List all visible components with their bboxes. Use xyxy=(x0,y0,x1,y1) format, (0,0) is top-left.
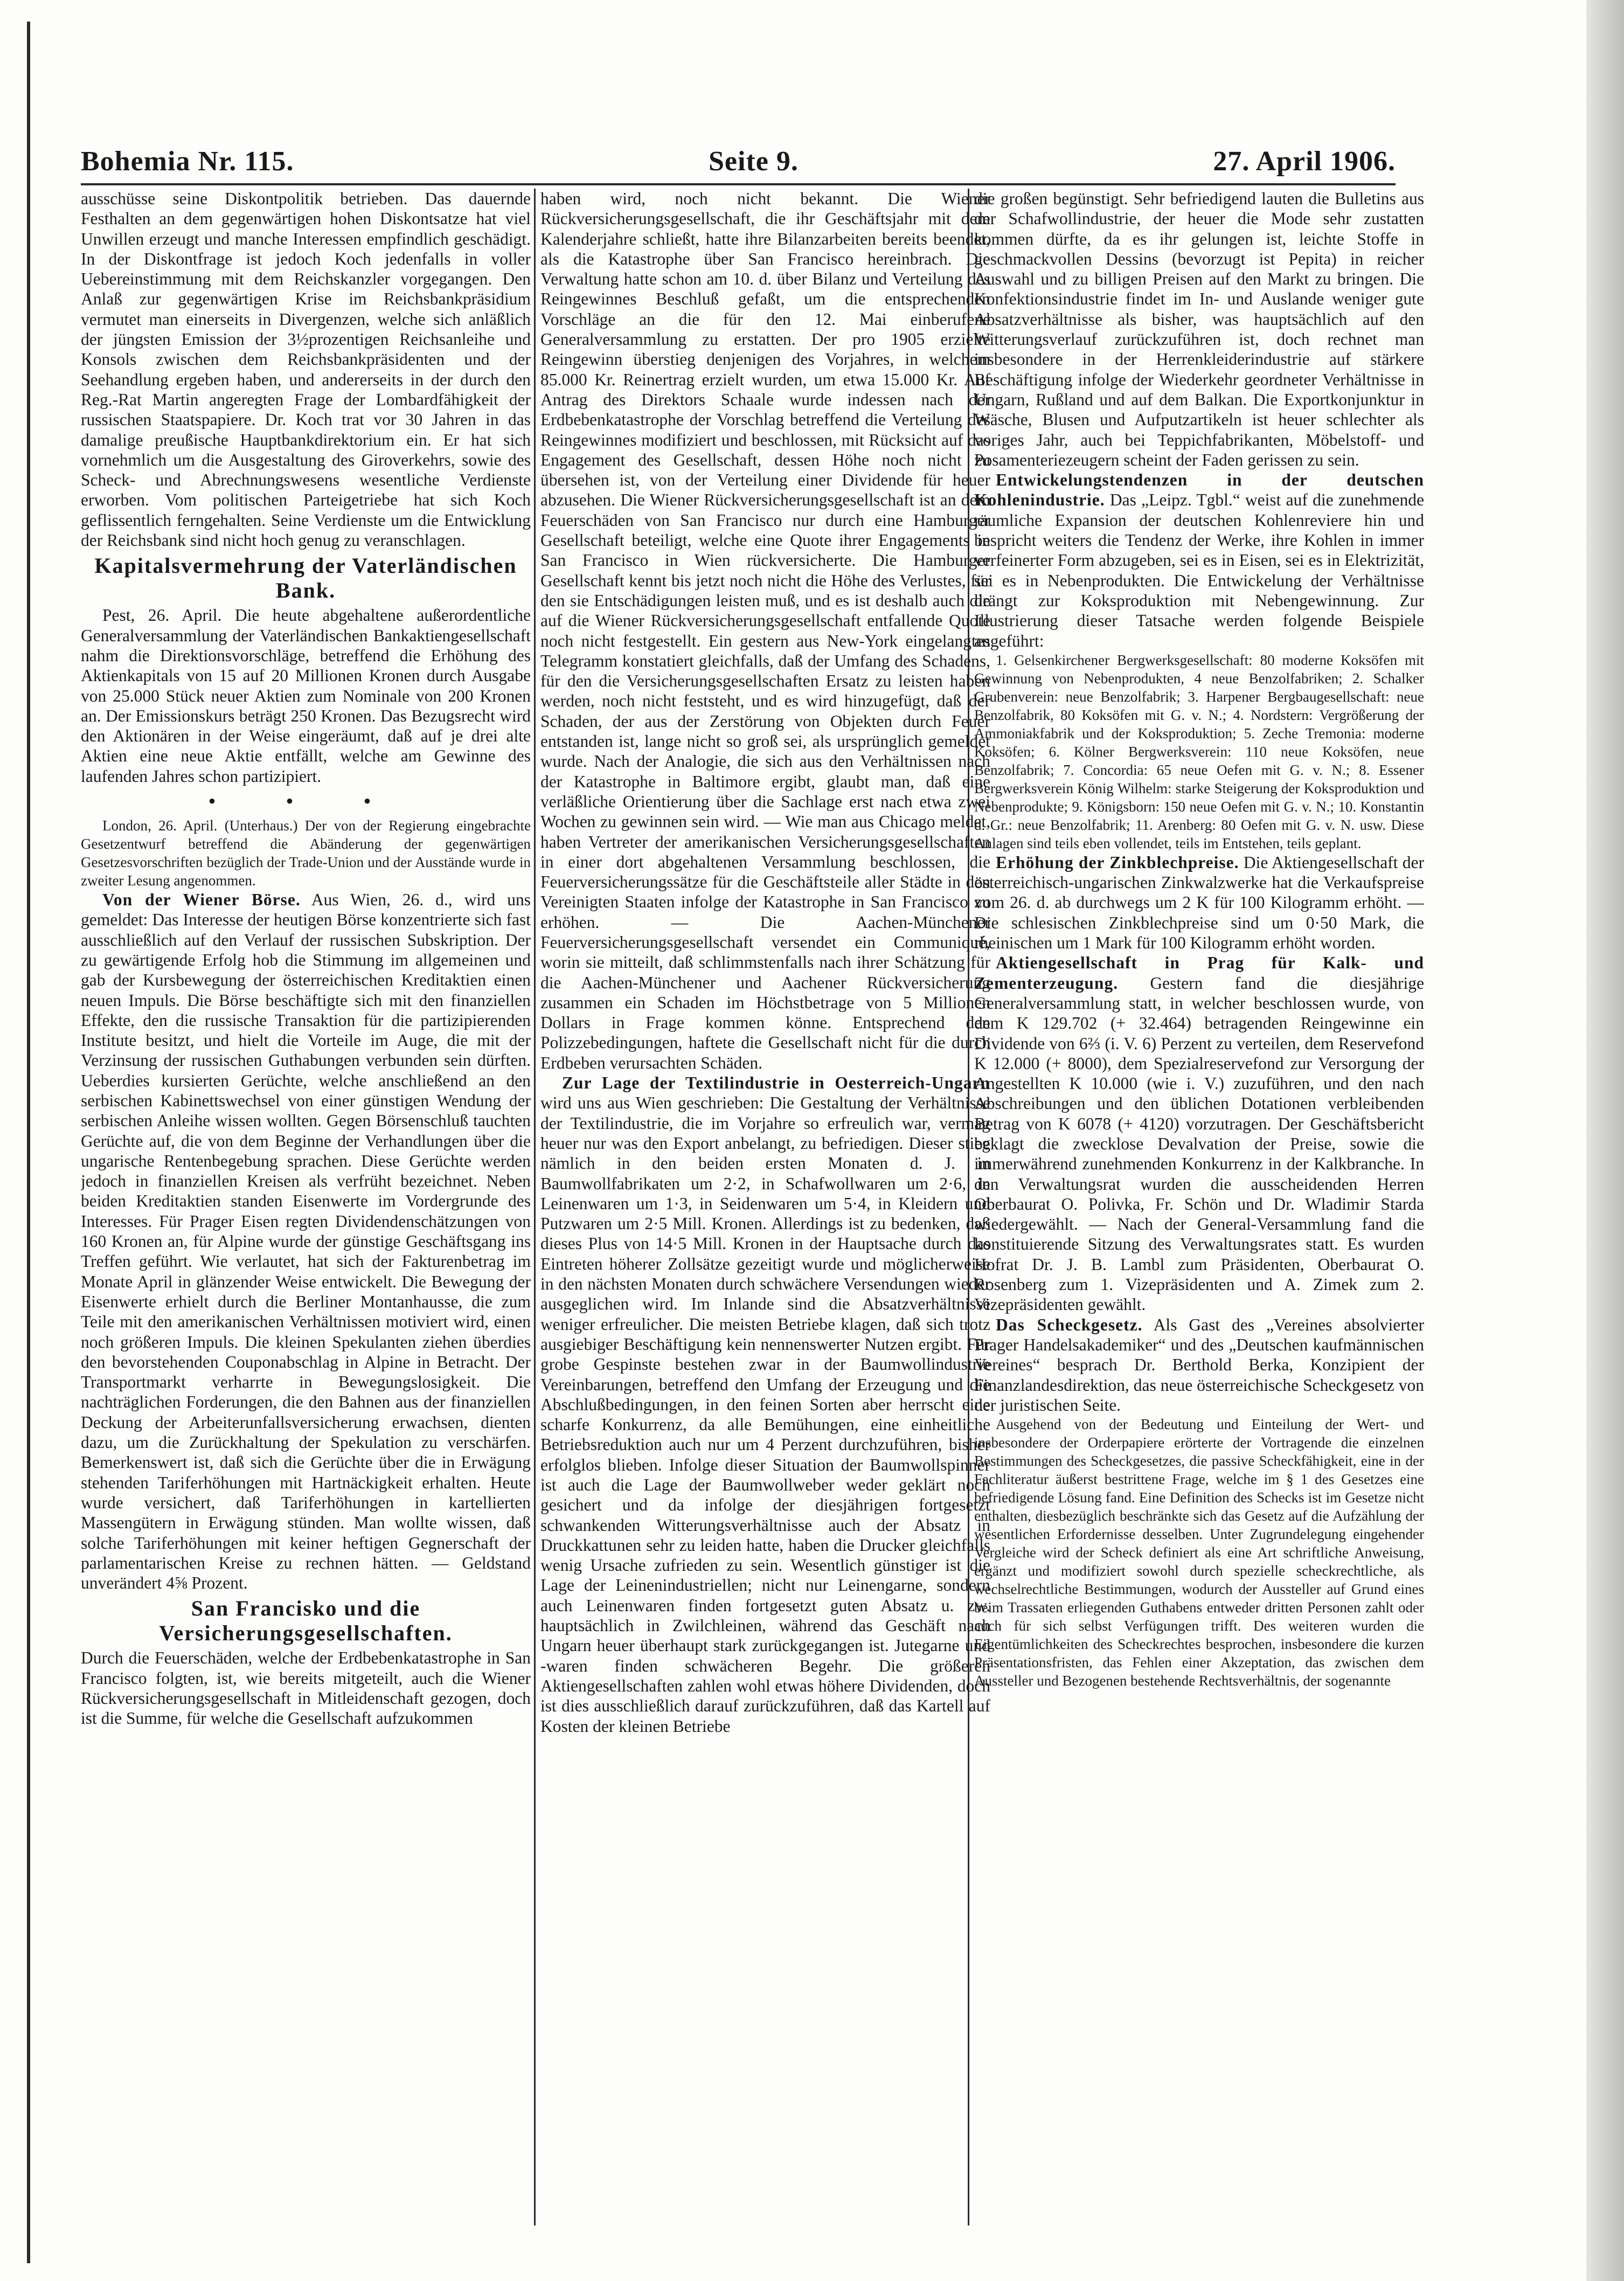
article-paragraph xyxy=(540,1073,990,1736)
publication-name: Bohemia Nr. 115. xyxy=(81,146,294,177)
article-paragraph xyxy=(974,852,1424,953)
article-paragraph xyxy=(974,470,1424,651)
article-heading: Kapitalsvermehrung der Vaterländischen Bank. xyxy=(94,553,517,603)
issue-date: 27. April 1906. xyxy=(1213,146,1396,177)
article-text: wird uns aus Wien geschrieben: Die Gestaltung der Verhältnisse der Textilindustrie, die im Vorjahre so erfreulich war, vermag heuer nur was den Export anbelangt, zu befriedigen. Dieser stieg nämlich in den beiden ersten Monaten d. J. in Baumwollfabrikaten um 2·2, in Schafwollwaren um 2·6, in Leinenwaren um 1·3, in Seidenwaren um 5·4, in Kleidern und Putzwaren um 2·5 Mill. Kronen. Allerdings ist zu bedenken, daß dieses Plus von 14·5 Mill. Kronen in der Hauptsache durch das Eintreten höherer Zollsätze gezeitigt wurde und möglicherweise in den nächsten Monaten durch schwächere Versendungen wieder ausgeglichen wird. Im Inlande sind die Absatzverhältnisse weniger erfreulicher. Die meisten Betriebe klagen, daß sich trotz ausgiebiger Beschäftigung kein nennenswerter Nutzen ergibt. Für grobe Gespinste bestehen zwar in der Baumwollindustrie Vereinbarungen, betreffend den Umfang der Erzeugung und die Abschlußbedingungen, in den feinen Sorten aber herrscht eine scharfe Konkurrenz, da alle Bemühungen, eine einheitliche Betriebsreduktion auch nur um 4 Perzent durchzuführen, bisher erfolglos blieben. Infolge dieser Situation der Baumwollspinner ist auch die Lage der Baumwollweber weder geklärt noch gesichert und da infolge der diesjährigen fortgesetzt schwankenden Witterungsverhältnisse auch der Absatz in Druckkattunen sehr zu leiden hatte, haben die Drucker gleichfalls wenig Ursache zufrieden zu sein. Wesentlich günstiger ist die Lage der Leinenindustriellen; nicht nur Leinengarne, sondern auch Leinenwaren finden fortgesetzt guten Absatz u. zw. hauptsächlich in Zwilchleinen, während das Geschäft nach Ungarn heuer überhaupt stark zurückgegangen ist. Jutegarne und -waren finden schwächeren Begehr. Die größeren Aktiengesellschaften zahlen wohl etwas höhere Dividenden, doch ist dies ausschließlich darauf zurückzuführen, daß das Kartell auf Kosten der kleinen Betriebe xyxy=(540,1093,990,1736)
run-in-heading: Erhöhung der Zinkblechpreise. xyxy=(996,852,1239,872)
article-text: Aus Wien, 26. d., wird uns gemeldet: Das Interesse der heutigen Börse konzentrierte sich fast ausschließlich auf den Verlauf der russischen Subskription. Der zu gewärtigende Erfolg hob die Stimmung im allgemeinen und gab der Kursbewegung der österreichischen Kreditaktien einen neuen Impuls. Die Börse beschäftigte sich mit den finanziellen Effekte, den die russische Transaktion für die partizipierenden Institute besitzt, und hielt die Vorteile im Auge, die mit der Verzinsung der russischen Guthabungen verbunden sein dürften. Ueberdies kursierten Gerüchte, welche anschließend an den serbischen Kabinettswechsel von einer günstigen Wendung der serbischen Anleihe wissen wollten. Gegen Börsenschluß tauchten Gerüchte auf, die von dem Beginne der Verhandlungen über die ungarische Rentenbegebung sprachen. Diese Gerüchte werden jedoch in finanziellen Kreisen als verfrüht bezeichnet. Neben beiden Kreditaktien standen Eisenwerte im Vordergrunde des Interesses. Für Prager Eisen regten Dividendenschätzungen von 160 Kronen an, für Alpine wurde der günstige Geschäftsgang ins Treffen geführt. Wie verlautet, hat sich der Fakturenbetrag im Monate April in glänzender Weise entwickelt. Die Bewegung der Eisenwerte erhielt durch die Berliner Montanhausse, die zum Teile mit den amerikanischen Verhältnissen motiviert wird, einen noch größeren Impuls. Die kleinen Spekulanten ziehen überdies den bevorstehenden Couponabschlag in Alpine in Betracht. Der Transportmarkt verharrte in Bewegungslosigkeit. Die nachträglichen Forderungen, die den Bahnen aus der finanziellen Deckung der Arbeiterunfallsversicherung erwachsen, dienten dazu, um die Zurückhaltung der Spekulation zu verschärfen. Bemerkenswert ist, daß sich die Gerüchte über die in Erwägung stehenden Tariferhöhungen mit Hartnäckigkeit erhalten. Heute wurde versichert, daß Tariferhöhungen in kartellierten Massengütern in Erwägung stünden. Man wollte wissen, daß solche Tariferhöhungen mit keiner heftigen Gegnerschaft der parlamentarischen Kreise zu rechnen hätten. — Geldstand unverändert 4⅝ Prozent. xyxy=(81,890,531,1593)
article-paragraph: haben wird, noch nicht bekannt. Die Wiener Rückversicherungsgesellschaft, die ihr Geschäftsjahr mit dem Kalenderjahre schließt, hatte ihre Bilanzarbeiten bereits beendet, als die Katastrophe über San Francisco hereinbrach. Die Verwaltung hatte schon am 10. d. über Bilanz und Verteilung des Reingewinnes Beschluß gefaßt, um die entsprechenden Vorschläge an die für den 12. Mai einberufene Generalversammlung zu erstatten. Der pro 1905 erzielte Reingewinn überstieg denjenigen des Vorjahres, in welchem 85.000 Kr. Reinertrag erzielt wurden, um etwa 15.000 Kr. Auf Antrag des Direktors Schaale wurde indessen nach der Erdbebenkatastrophe der Vorschlag betreffend die Verteilung des Reingewinnes modifiziert und beschlossen, mit Rücksicht auf das Engagement des Gesellschaft, dessen Höhe noch nicht zu übersehen ist, von der Verteilung einer Dividende für heuer abzusehen. Die Wiener Rückversicherungsgesellschaft ist an dem Feuerschäden von San Francisco nur durch eine Hamburger Gesellschaft beteiligt, welche eine Quote ihrer Engagements in San Francisco in Wien rückversicherte. Die Hamburger Gesellschaft kennt bis jetzt noch nicht die Höhe des Verlustes, für den sie Entschädigungen leisten muß, und es ist deshalb auch die auf die Wiener Rückversicherungsgesellschaft entfallende Quote noch nicht festgestellt. Ein gestern aus New-York eingelangtes Telegramm konstatiert gleichfalls, daß der Umfang des Schadens, für den die Versicherungsgesellschaften Ersatz zu leisten haben werden, noch nicht feststeht, und es wird hinzugefügt, daß der Schaden, der aus der Zerstörung von Objekten durch Feuer entstanden ist, lange nicht so groß sei, als ursprünglich gemeldet wurde. Nach der Analogie, die sich aus den Verhältnissen nach der Katastrophe in Baltimore ergibt, glaubt man, daß eine verläßliche Orientierung über die Sachlage erst nach etwa zwei Wochen zu gewinnen sein wird. — Wie man aus Chicago meldet, haben Vertreter der amerikanischen Versicherungsgesellschaften in einer dort abgehaltenen Versammlung beschlossen, die Feuerversicherungssätze für die Geschäftsteile aller Städte in den Vereinigten Staaten infolge der Katastrophe in San Francisco zu erhöhen. — Die Aachen-Münchener Feuerversicherungsgesellschaft versendet ein Communiqué, worin sie mitteilt, daß schlimmstenfalls nach ihrer Schätzung für die Aachen-Münchener und Aachener Rückversicherung zusammen ein Schaden im Höchstbetrage von 5 Millionen Dollars in Frage kommen könne. Entsprechend den Polizzebedingungen, haftete die Gesellschaft nicht für die durch Erdbeben verursachten Schäden. xyxy=(540,189,990,1072)
page-header xyxy=(81,145,1396,185)
run-in-heading: Zur Lage der Textilindustrie in Oesterreich-Ungarn xyxy=(562,1073,990,1093)
page-number: Seite 9. xyxy=(709,146,799,177)
page-edge xyxy=(1586,0,1624,2281)
article-paragraph xyxy=(81,890,531,1593)
run-in-heading: Entwickelungstendenzen in der deutschen Kohlenindustrie. xyxy=(974,470,1424,510)
article-paragraph: Durch die Feuerschäden, welche der Erdbebenkatastrophe in San Francisco folgten, ist, wie bereits mitgeteilt, auch die Wiener Rückversicherungsgesellschaft in Mitleidenschaft gezogen, doch ist die Summe, für welche die Gesellschaft aufzukommen xyxy=(81,1648,531,1728)
section-separator: • • • xyxy=(208,789,404,814)
run-in-heading: Von der Wiener Börse. xyxy=(102,890,301,910)
article-paragraph xyxy=(974,953,1424,1314)
article-paragraph: die großen begünstigt. Sehr befriedigend lauten die Bulletins aus der Schafwollindustrie, der heuer die Mode sehr zustatten kommen dürfte, da es ihr gelungen ist, leichte Stoffe in geschmackvollen Dessins (bevorzugt ist Pepita) in reicher Auswahl und zu billigen Preisen auf den Markt zu bringen. Die Konfektionsindustrie findet im In- und Auslande weniger gute Absatzverhältnisse als bisher, was hauptsächlich auf den Witterungsverlauf zurückzuführen ist, doch rechnet man insbesondere in der Herrenkleiderindustrie auf stärkere Beschäftigung infolge der Wiederkehr geordneter Verhältnisse in Ungarn, Rußland und auf dem Balkan. Die Exportkonjunktur in Wäsche, Blusen und Aufputzartikeln ist heuer schlechter als voriges Jahr, auch bei Teppichfabrikanten, Möbelstoff- und Posamenteriezeugern scheint der Faden gerissen zu sein. xyxy=(974,189,1424,469)
article-text: Die Aktiengesellschaft der österreichisch-ungarischen Zinkwalzwerke hat die Verkaufspreise vom 26. d. ab durchwegs um 2 K für 100 Kilogramm erhöht. — Die schlesischen Zinkblechpreise sind um 0·50 Mark, die rheinischen um 1 Mark für 100 Kilogramm erhöht worden. xyxy=(974,852,1424,953)
example-list: 1. Gelsenkirchener Bergwerksgesellschaft: 80 moderne Koksöfen mit Gewinnung von Nebenprodukten, 4 neue Benzolfabriken; 2. Schalker Grubenverein: neue Benzolfabrik; 3. Harpener Bergbaugesellschaft: neue Benzolfabrik, 80 Koksöfen mit G. v. N.; 4. Nordstern: Vergrößerung der Ammoniakfabrik und der Koksproduktion; 5. Zeche Tremonia: moderne Koksöfen; 6. Kölner Bergwerksverein: 110 neue Koksöfen, neue Benzolfabrik; 7. Concordia: 65 neue Oefen mit G. v. N.; 8. Essener Bergwerksverein König Wilhelm: starke Steigerung der Koksproduktion und Nebenprodukte; 9. Königsborn: 150 neue Oefen mit G. v. N.; 10. Konstantin d. Gr.: neue Benzolfabrik; 11. Arenberg: 80 Oefen mit G. v. N. usw. Diese Anlagen sind teils eben vollendet, teils im Entstehen, teils geplant. xyxy=(974,651,1424,851)
article-paragraph: ausschüsse seine Diskontpolitik betrieben. Das dauernde Festhalten an dem gegenwärtigen hohen Diskontsatze hat viel Unwillen erzeugt und manche Interessen empfindlich geschädigt. In der Diskontfrage ist jedoch Koch jedenfalls in voller Uebereinstimmung mit dem Reichskanzler vorgegangen. Den Anlaß zur gegenwärtigen Krise im Reichsbankpräsidium vermutet man einerseits in Divergenzen, welche sich anläßlich der jüngsten Emission der 3½prozentigen Reichsanleihe und Konsols zwischen dem Reichsbankpräsidenten und der Seehandlung ergeben haben, und andererseits in der durch den Reg.-Rat Martin angeregten Frage der Lombardfähigkeit der russischen Staatspapiere. Dr. Koch trat vor 30 Jahren in das damalige preußische Hauptbankdirektorium ein. Er hat sich vornehmlich um die Ausgestaltung des Giroverkehrs, sowie des Scheck- und Abrechnungswesens wesentliche Verdienste erworben. Vom politischen Parteigetriebe hat sich Koch geflissentlich ferngehalten. Seine Verdienste um die Entwicklung der Reichsbank sind nicht hoch genug zu veranschlagen. xyxy=(81,189,531,550)
run-in-heading: Das Scheckgesetz. xyxy=(996,1315,1143,1334)
article-paragraph: London, 26. April. (Unterhaus.) Der von der Regierung eingebrachte Gesetzentwurf betreffend die Abänderung der gegenwärtigen Gesetzesvorschriften bezüglich der Trade-Union und der Ausstände wurde in zweiter Lesung angenommen. xyxy=(81,817,531,889)
article-paragraph: Ausgehend von der Bedeutung und Einteilung der Wert- und insbesondere der Orderpapiere erörterte der Vortragende die einzelnen Bestimmungen des Scheckgesetzes, die passive Scheckfähigkeit, eine in der Fachliteratur äußerst bestrittene Frage, welche im § 1 des Gesetzes eine befriedigende Lösung fand. Eine Definition des Schecks ist im Gesetze nicht enthalten, diesbezüglich beschränkte sich das Gesetz auf die Aufzählung der wesentlichen Erfordernisse desselben. Unter Zugrundelegung eingehender Vergleiche wird der Scheck definiert als eine Art schriftliche Anweisung, ergänzt und modifiziert sowohl durch spezielle scheckrechtliche, als wechselrechtliche Bestimmungen, wodurch der Aussteller auf Grund eines beim Trassaten erliegenden Guthabens entweder dritten Personen zahlt oder auch für sich selbst Verfügungen trifft. Des weiteren wurden die Eigentümlichkeiten des Scheckrechtes besprochen, insbesondere die kurzen Präsentationsfristen, das Fehlen einer Akzeptation, das zwischen dem Aussteller und Bezogenen bestehende Rechtsverhältnis, der sogenannte xyxy=(974,1416,1424,1689)
column-1 xyxy=(81,189,531,2225)
article-heading: San Francisko und die Versicherungsgesellschaften. xyxy=(159,1596,453,1646)
article-paragraph xyxy=(974,1315,1424,1415)
column-2 xyxy=(540,189,990,2225)
article-text: Gestern fand die diesjährige Generalversammlung statt, in welcher beschlossen wurde, von dem K 129.702 (+ 32.464) betragenden Reingewinne ein Dividende von 6⅔ (i. V. 6) Perzent zu verteilen, dem Reservefond K 12.000 (+ 8000), dem Spezialreservefond zur Versorgung der Angestellten K 10.000 (wie i. V.) zuzuführen, und den nach Abschreibungen und den üblichen Dotationen verbleibenden Betrag von K 6078 (+ 4120) vorzutragen. Der Geschäftsbericht beklagt die zwecklose Devalvation der Preise, sowie die immerwährend zunehmenden Konkurrenz in der Kalkbranche. In den Verwaltungsrat wurden die ausscheidenden Herren Oberbaurat O. Polivka, Fr. Schön und Dr. Wladimir Starda wiedergewählt. — Nach der General-Versammlung fand die konstituierende Sitzung des Verwaltungsrates statt. Es wurden Hofrat Dr. J. B. Lambl zum Präsidenten, Oberbaurat O. Rosenberg zum 1. Vizepräsidenten und A. Zimek zum 2. Vizepräsidenten gewählt. xyxy=(974,973,1424,1314)
article-paragraph: Pest, 26. April. Die heute abgehaltene außerordentliche Generalversammlung der Vaterländischen Bankaktiengesellschaft nahm die Direktionsvorschläge, betreffend die Erhöhung des Aktienkapitals von 15 auf 20 Millionen Kronen durch Ausgabe von 25.000 Stück neuer Aktien zum Nominale von 200 Kronen an. Der Emissionskurs beträgt 250 Kronen. Das Bezugsrecht wird den Aktionären in der Weise eingeräumt, daß auf je drei alte Aktien eine neue Aktie entfällt, welche am Gewinne des laufenden Jahres schon partizipiert. xyxy=(81,606,531,786)
column-rule xyxy=(534,189,536,2225)
article-text: Als Gast des „Vereines absolvierter Prager Handelsakademiker“ und des „Deutschen kaufmännischen Vereines“ besprach Dr. Berthold Berka, Konzipient der Finanzlandesdirektion, das neue österreichische Scheckgesetz von der juristischen Seite. xyxy=(974,1315,1424,1415)
article-text: Das „Leipz. Tgbl.“ weist auf die zunehmende räumliche Expansion der deutschen Kohlenreviere hin und bespricht weiters die Tendenz der Werke, ihre Kohlen in immer verfeinerter Form abzugeben, sei es in Eisen, sei es in Elektrizität, sei es in Nebenprodukten. Die Entwickelung der Verhältnisse drängt zur Koksproduktion mit Nebengewinnung. Zur Illustrierung dieser Tatsache werden folgende Beispiele angeführt: xyxy=(974,490,1424,650)
column-3 xyxy=(974,189,1424,2225)
run-in-heading: Aktiengesellschaft in Prag für Kalk- und Zementerzeugung. xyxy=(974,953,1424,993)
